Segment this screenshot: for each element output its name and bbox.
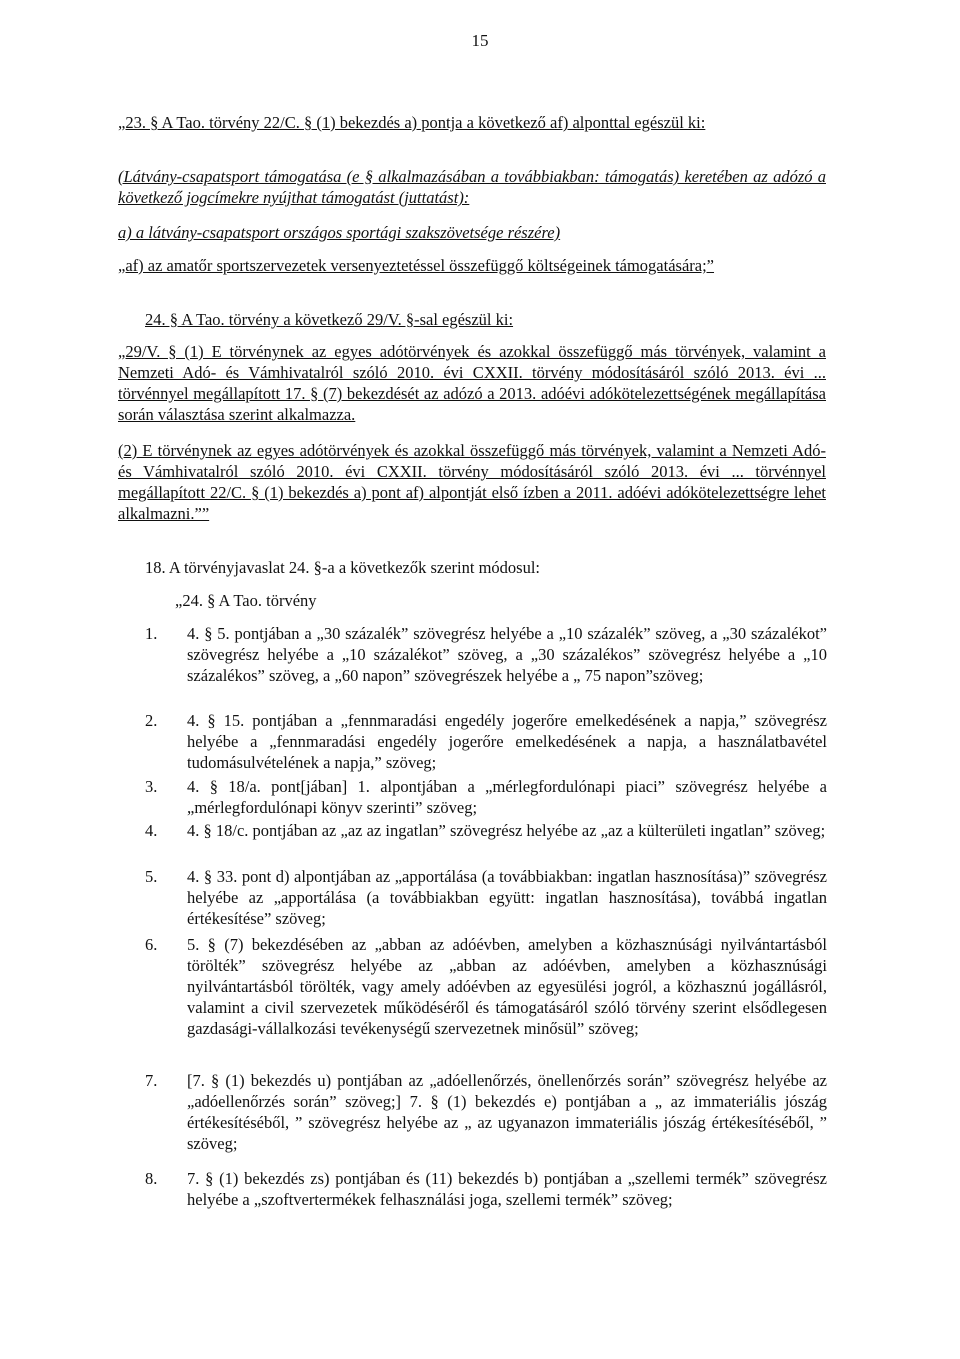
page-number: 15 <box>471 31 489 50</box>
list-item <box>145 623 827 686</box>
section-24-heading: „24. § A Tao. törvény <box>175 591 317 610</box>
list-item-number: 8. <box>145 1169 158 1188</box>
list-item-text: 4. § 33. pont d) alpontjában az „apportálása (a továbbiakban: ingatlan hasznosítása)” szövegrész helyébe az „apportálása (a továbbiakban együtt: ingatlan hasznosítása), továbbá ingatlan értékesítése” szöveg; <box>187 867 827 928</box>
list-item <box>145 820 827 841</box>
amendment-24-intro: 24. § A Tao. törvény a következő 29/V. §-sal egészül ki: <box>145 310 514 329</box>
amendment-29v-1: „29/V. § (1) E törvénynek az egyes adótörvények és azokkal összefüggő más törvények, valamint a Nemzeti Adó- és Vámhivatalról szóló 2010. évi CXXII. törvény módosításáról szóló 2013. évi ... törvénnyel megállapított 17. § (7) bekezdését az adózó a 2013. adóévi adókötelezettségének megállapítása során választása szerint alkalmazza. <box>118 342 826 424</box>
list-item-text: 4. § 5. pontjában a „30 százalék” szövegrész helyébe a „10 százalék” szöveg, a „30 százalékot” szövegrész helyébe a „10 százalékot” szöveg, a „30 százalékos” szövegrész helyébe a „10 százalékos” szöveg, a „60 napon” szövegrészek helyébe a „ 75 napon”szöveg; <box>187 624 827 685</box>
amendment-29v-2: (2) E törvénynek az egyes adótörvények és azokkal összefüggő más törvények, valamint a Nemzeti Adó- és Vámhivatalról szóló 2010. évi CXXII. törvény módosításáról szóló 2013. évi ... törvénnyel megállapított 22/C. § (1) bekezdés a) pont af) alpontját első ízben a 2011. adóévi adókötelezettségre lehet alkalmazni.”” <box>118 441 826 523</box>
list-item-number: 5. <box>145 867 158 886</box>
list-item <box>145 934 827 1039</box>
list-item-number: 2. <box>145 711 158 730</box>
list-item <box>145 866 827 929</box>
list-item-number: 6. <box>145 935 158 954</box>
amendment-23-context: (Látvány-csapatsport támogatása (e § alkalmazásában a továbbiakban: támogatás) keretében az adózó a következő jogcímekre nyújthat támogatást (juttatást): <box>118 167 826 207</box>
list-item-number: 1. <box>145 624 158 643</box>
list-item-text: [7. § (1) bekezdés u) pontjában az „adóellenőrzés, önellenőrzés során” szövegrész helyébe az „adóellenőrzés során” szöveg;] 7. § (1) bekezdés e) pontjában a „ az immateriális jószág értékesítéséből, ” szövegrész helyébe az „ az ugyanazon immateriális jószág értékesítéséből, ” szöveg; <box>187 1071 827 1153</box>
amendment-23-intro: „23. § A Tao. törvény 22/C. § (1) bekezdés a) pontja a következő af) alponttal egészül ki: <box>118 113 706 132</box>
list-item <box>145 776 827 818</box>
list-item-text: 5. § (7) bekezdésében az „abban az adóévben, amelyben a közhasznúsági nyilvántartásból törölték” szövegrész helyébe az „abban az adóévben, amelyben a közhasznúsági nyilvántartásból törölték, vagy amely adóévben az egyesülési jogról, a közhasznú jogállásról, valamint a civil szervezetek működéséről és támogatásáról szóló törvény szerint elsődlegesen gazdasági-vállalkozási tevékenységű szervezetnek minősül” szöveg; <box>187 935 827 1038</box>
amendment-23-point-a: a) a látvány-csapatsport országos sportági szakszövetsége részére) <box>118 223 561 242</box>
list-item <box>145 1070 827 1154</box>
list-item-text: 4. § 18/a. pont[jában] 1. alpontjában a „mérlegfordulónapi piaci” szövegrész helyébe a „mérlegfordulónapi könyv szerinti” szöveg; <box>187 777 827 817</box>
amendment-23-af: „af) az amatőr sportszervezetek versenyeztetéssel összefüggő költségeinek támogatására;” <box>118 256 715 275</box>
list-item <box>145 1168 827 1210</box>
list-item-text: 4. § 15. pontjában a „fennmaradási engedély jogerőre emelkedésének a napja,” szövegrész helyébe a „fennmaradási engedély jogerőre emelkedésének a napja, a használatbavétel tudomásulvételének a napja,” szöveg; <box>187 711 827 772</box>
list-item-number: 4. <box>145 821 158 840</box>
list-item-text: 4. § 18/c. pontjában az „az az ingatlan” szövegrész helyébe az „az a külterületi ingatlan” szöveg; <box>187 821 826 840</box>
list-item-number: 3. <box>145 777 158 796</box>
list-item-number: 7. <box>145 1071 158 1090</box>
section-18-heading: 18. A törvényjavaslat 24. §-a a következők szerint módosul: <box>145 558 540 577</box>
list-item <box>145 710 827 773</box>
list-item-text: 7. § (1) bekezdés zs) pontjában és (11) bekezdés b) pontjában a „szellemi termék” szövegrész helyébe a „szoftvertermékek felhasználási joga, szellemi termék” szöveg; <box>187 1169 827 1209</box>
